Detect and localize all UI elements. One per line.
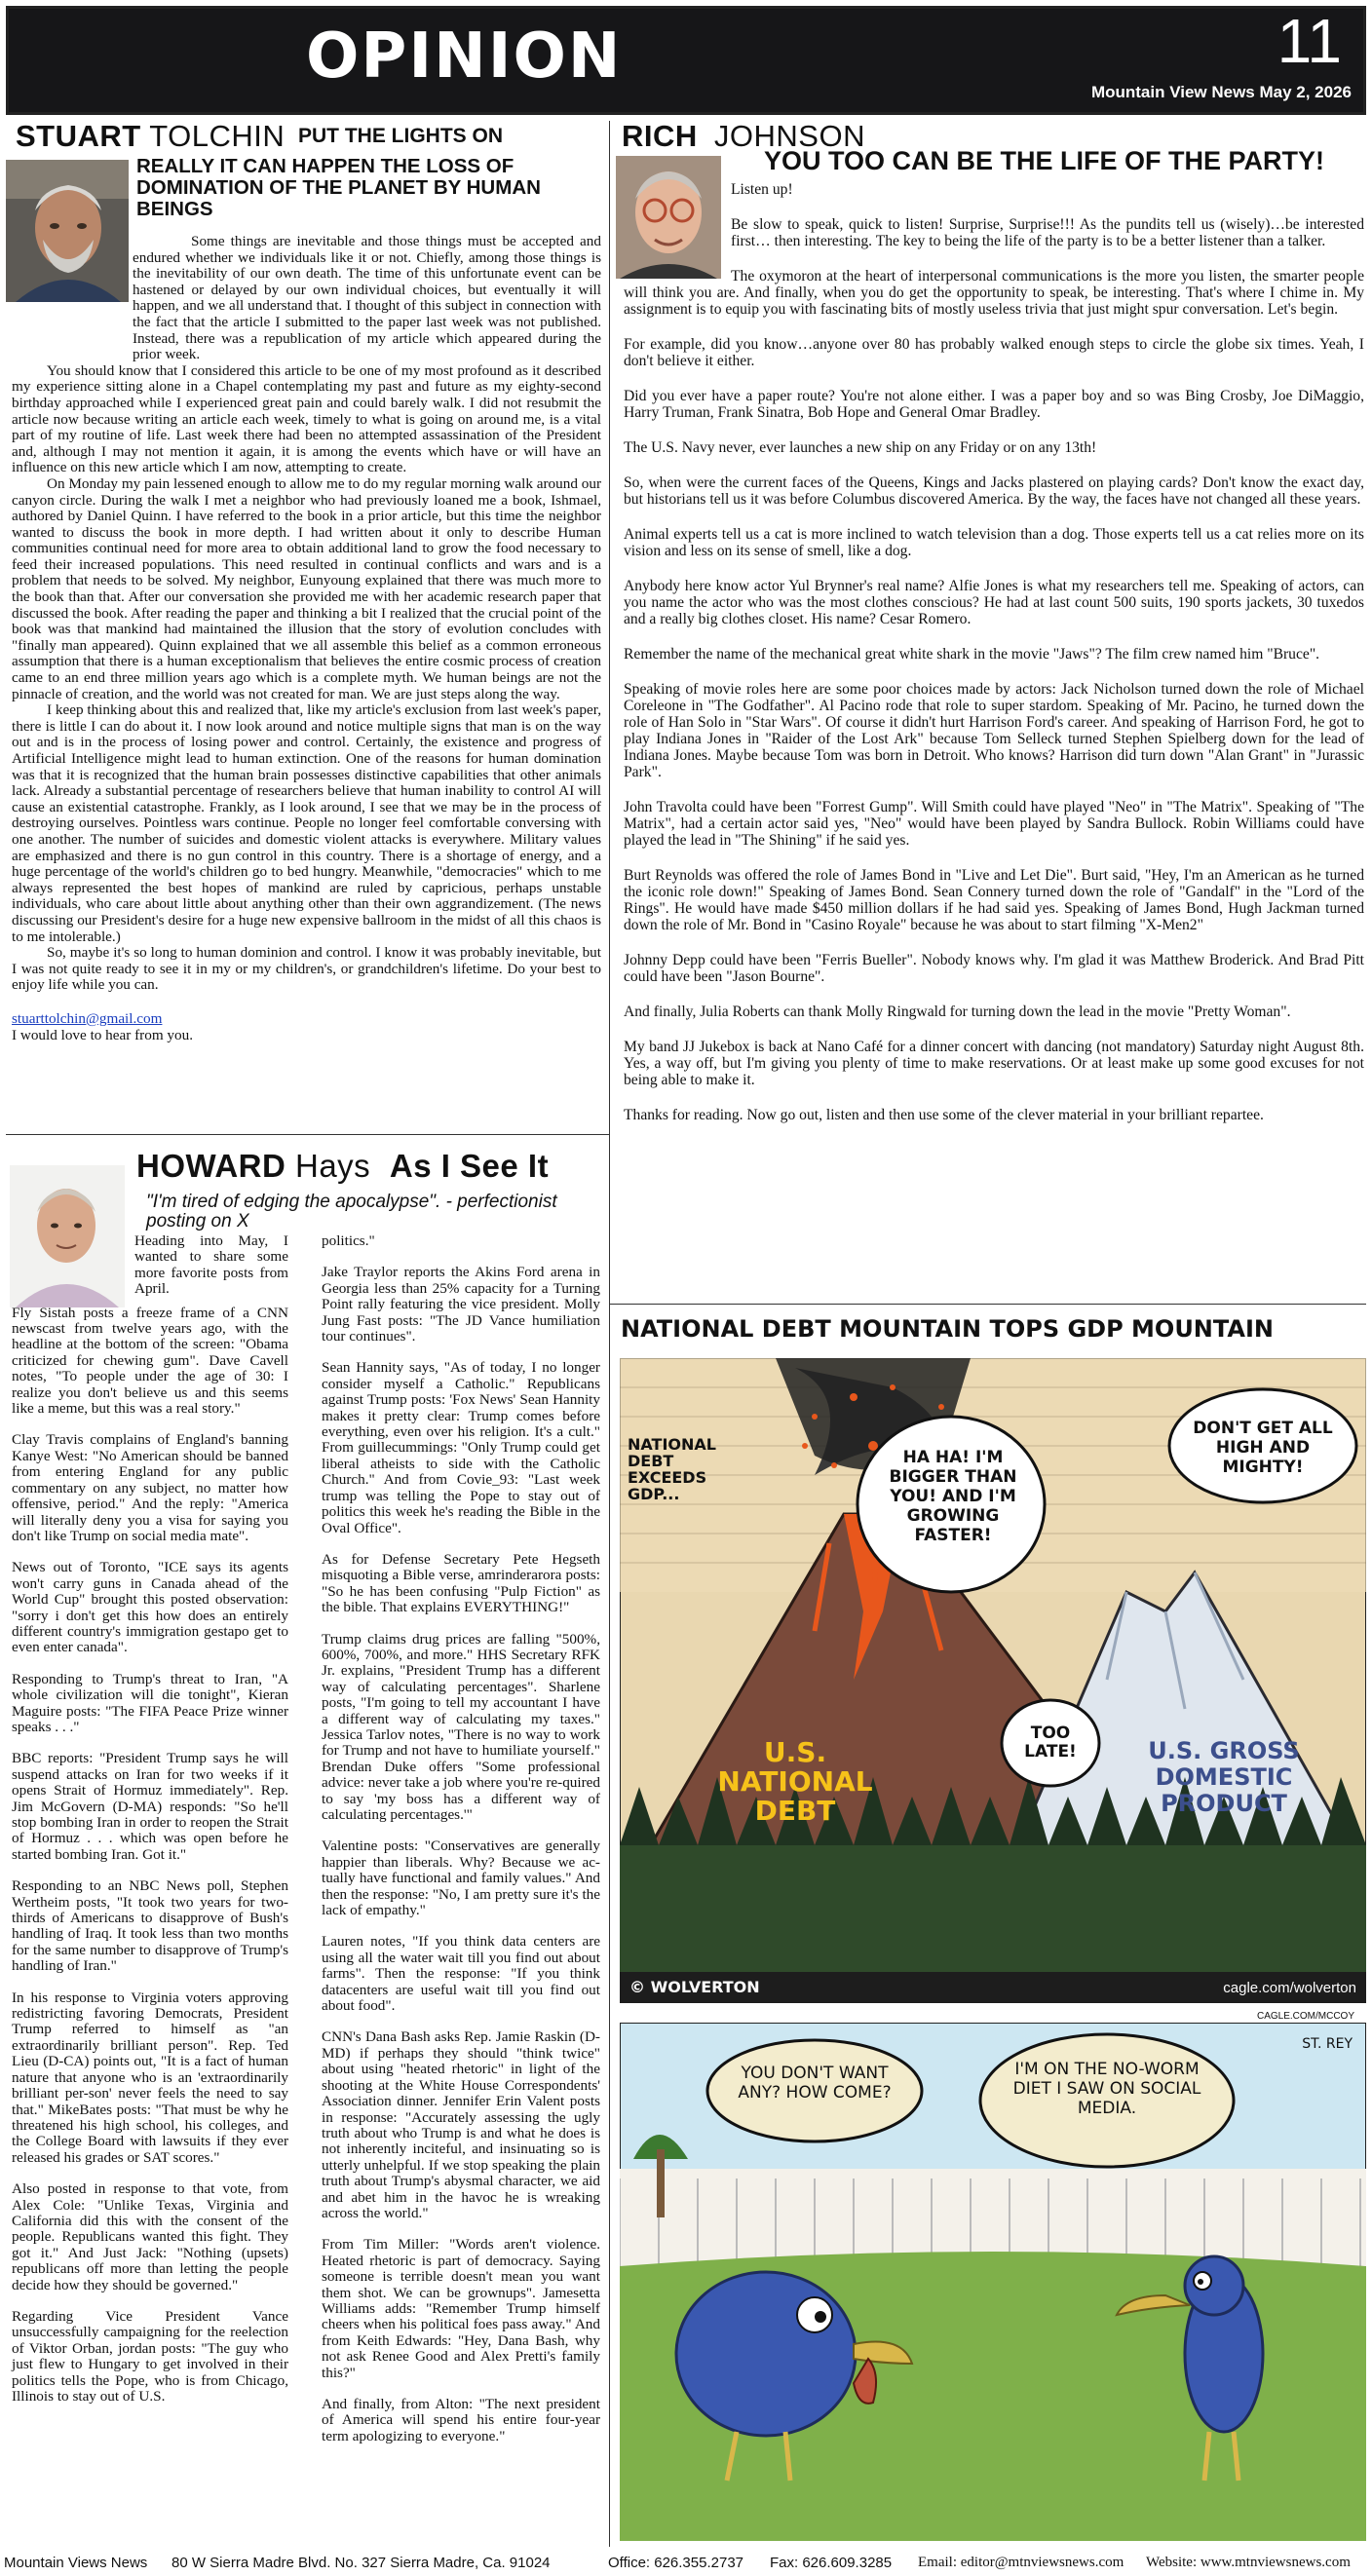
editorial-cartoon-debt (620, 1358, 1366, 2003)
label-gdp: U.S. GROSS DOMESTIC PRODUCT (1148, 1737, 1300, 1817)
footer-website: Website: www.mtnviewsnews.com (1146, 2555, 1351, 2570)
paragraph: Some things are inevitable and those things must be accepted and endured whether we individuals like it or not. Chiefly, among those things is the inevitability of our own death. The time of this unfortunate event can be hastened or delayed by our own individual choices, but eventually it will happen, and we all understand that. I thought of this subject in connection with the fact that the article I submitted to the paper last week was not published. Instead, there was a republication of my article which appeared during the prior week. (133, 233, 601, 363)
page-number: 11 (1277, 6, 1342, 76)
author-byline-hays (136, 1148, 549, 1185)
paragraph: I keep thinking about this and realized that, like my article's exclusion from last week's paper, there is little I can do about it. I now look around and notice multiple signs that man is on the way out and is in the process of losing power and control. Certainly, the existence and progress of Artificial Intelligence might lead to human extinction. One of the reasons for human domination was that it is recognized that the human brain possesses distinctive capabilities that other animals lack. Already a substantial percentage of researchers believe that human inability to control AI will cause an existential catastrophe. Frankly, as I look around, I see that we may be in the process of destroying ourselves. Pointless wars continue. People no longer feel comfortable conversing with one another. The number of suicides and domestic violent attacks is everywhere. Military values are emphasized and there is no gun control in this country. There is a shortage of energy, and a huge percentage of the world's children go to bed hungry. Meanwhile, "democracies" which to me always represented the best hopes of mankind are ruled by capricious, perhaps unstable individuals, who care about little about anything other than their own aggrandizement. (The news discussing our President's desire for a huge new expensive ballroom in the midst of all this chaos is to me intolerable.) (12, 701, 601, 945)
footer-email: Email: editor@mtnviewsnews.com (918, 2555, 1124, 2570)
cartoon-caption: NATIONAL DEBT EXCEEDS GDP... (628, 1435, 716, 1503)
author-last-name: JOHNSON (713, 119, 865, 153)
paragraph: And finally, from Alton: "The next president of America will spend his entire four-year term apologizing to everyone." (322, 2396, 600, 2444)
author-byline-tolchin (16, 119, 285, 154)
footer-paper-name: Mountain Views News (4, 2555, 148, 2571)
label-national-debt: U.S. NATIONAL DEBT (717, 1736, 873, 1827)
paragraph: As for Defense Secretary Pete Hegseth misquoting a Bible verse, amrinderarora posts: "So he has been confusing "Pulp Fiction" as the bible. That explains EVERYTHING!" (322, 1550, 600, 1616)
signoff: I would love to hear from you. (12, 1026, 194, 1043)
section-divider-right (610, 1304, 1366, 1305)
paragraph: Heading into May, I wanted to share some more favorite posts from April. (134, 1232, 288, 1298)
epigraph-quote: "I'm tired of edging the apocalypse". - perfectionist posting on X (146, 1192, 557, 1231)
author-first-name: HOWARD (136, 1148, 286, 1184)
page-footer (0, 2551, 1372, 2576)
masthead-banner (6, 6, 1366, 115)
author-email-link[interactable]: stuarttolchin@gmail.com (12, 1009, 163, 1027)
editorial-cartoon-birds (620, 2023, 1366, 2541)
paragraph: Also posted in response to that vote, from Alex Cole: "Unlike Texas, Virginia and California did this with the consent of the people. Republicans wanted this fight. They got it." And Just Jack: "Nothing (upsets) republicans off more than letting the people decide how they should be governed." (12, 2180, 288, 2293)
article-body-hays-col2 (322, 1233, 600, 2460)
cartoon-signature: © WOLVERTON (629, 1978, 760, 1996)
paragraph: Trump claims drug prices are falling "500%, 600%, 700%, and more." HHS Secretary RFK Jr. explains, "President Trump has a different way of calculating percentages". Sharlene posts, "I'm going to tell my accountant I have a different way of calculating my taxes." Jessica Tarlov notes, "There is no way to work for Trump and not have to humiliate yourself." Brendan Duke offers "Some professional advice: never take a job where you're re-quired to say 'my boss has a different way of calculating percentages.'" (322, 1630, 600, 1823)
article-headline-tolchin: REALLY IT CAN HAPPEN THE LOSS OF DOMINATION OF THE PLANET BY HUMAN BEINGS (136, 155, 541, 220)
footer-office-phone: Office: 626.355.2737 (608, 2555, 743, 2571)
paragraph: CNN's Dana Bash asks Rep. Jamie Raskin (D-MD) if perhaps they should "think twice" about using "heated rhetoric" in light of the shooting at the White House Correspondents' Association dinner. Jennifer Erin Valent posts in response: "Accurately assessing the ugly truth about who Trump is and what he does is not inherently inciteful, and insinuating so is utterly unhelpful. If we stop speaking the plain truth about Trump's abysmal character, we aid and abet him in the havoc he is wreaking across the world." (322, 2028, 600, 2221)
column-name: As I See It (389, 1148, 550, 1184)
cartoon-credit-mccoy: CAGLE.COM/MCCOY (1257, 2011, 1355, 2022)
paragraph: The oxymoron at the heart of interpersonal communications is the more you listen, the smarter people will think you are. And finally, when you do get the opportunity to speak, be interesting. That's where I chime in. My assignment is to equip you with fascinating bits of mostly useless trivia that just might spur conversation. Let's begin. (624, 268, 1364, 318)
speech-bubble-bird-left: YOU DON'T WANT ANY? HOW COME? (738, 2064, 892, 2102)
paragraph: Burt Reynolds was offered the role of James Bond in "Live and Let Die". Burt said, "Hey, I'm an American as he turned the iconic role down!" Speaking of James Bond. Sean Connery turned down the role of "Gandalf" in the "Lord of the Rings". He would have made $450 million dollars if he had said yes. Speaking of James Bond, Hugh Jackman turned down the role of Mr. Bond in "Casino Royale" because he was about to start filming "X-Men2" (624, 867, 1364, 933)
paragraph: You should know that I considered this article to be one of my most profound as it described my experience sitting alone in a Chapel contemplating my past and future as my eighty-second birthday approached while I experienced great pain and could barely walk. I did not resubmit the article now because writing an article each week, timely to what is going on around me, is a vital part of my routine of life. Last week there had been no attempted assassination of the President and, although I may not mention it again, it is among the events which have or will have an influence on this new article which I am now, attempting to create. (12, 361, 601, 476)
paragraph: John Travolta could have been "Forrest Gump". Will Smith could have played "Neo" in "The Matrix". Speaking of "The Matrix", had a certain actor said yes, "Neo" would have been played by Sandra Bullock. Robin Williams could have played the lead in "The Shining" if he said yes. (624, 799, 1364, 849)
paragraph: Lauren notes, "If you think data centers are using all the water wait till you find out about farms". Then the response: "If you think datacenters are useful wait till you find out about food". (322, 1933, 600, 2015)
footer-address: 80 W Sierra Madre Blvd. No. 327 Sierra Madre, Ca. 91024 (172, 2555, 551, 2571)
paragraph: The U.S. Navy never, ever launches a new ship on any Friday or on any 13th! (624, 439, 1097, 456)
dateline: Mountain View News May 2, 2026 (1090, 83, 1352, 101)
paragraph: Did you ever have a paper route? You're not alone either. I was a paper boy and so was Bing Crosby, Joe DiMaggio, Harry Truman, Frank Sinatra, Bob Hope and General Omar Bradley. (624, 388, 1364, 421)
author-last-name: Hays (295, 1148, 371, 1184)
cartoon-credit: cagle.com/wolverton (1223, 1980, 1356, 1996)
paragraph: Be slow to speak, quick to listen! Surprise, Surprise!!! As the pundits tell us (wisely)…be interested first… then interesting. The key to being the life of the party is to be a better listener than a talker. (731, 216, 1364, 249)
paragraph: Sean Hannity says, "As of today, I no longer consider myself a Catholic." Republicans against Trump posts: 'Fox News' Sean Hannity makes it pretty clear: Trump comes before everything, even over his religion. It's a cult." From guillecummings: "Only Trump could get liberal atheists to side with the Catholic Church." And from Covie_93: "Last week trump was telling the Pope to stay out of politics this week he's reading the Bible in the Oval Office". (322, 1359, 600, 1536)
column-divider (609, 121, 610, 2547)
paragraph: Responding to an NBC News poll, Stephen Wertheim posts, "It took two years for two-thirds of Americans to disapprove of Bush's handling of Iraq. It took less than two months for the same number to disapprove of Trump's handling of Iran." (12, 1877, 288, 1975)
paragraph: My band JJ Jukebox is back at Nano Café for a dinner concert with dancing (not mandatory) Saturday night August 8th. Yes, a way off, but I'm giving you plenty of time to make reservations. Or at least make up some good excuses for not being able to make it. (624, 1039, 1364, 1088)
paragraph: Jake Traylor reports the Akins Ford arena in Georgia less than 25% capacity for a Turning Point rally featuring the vice president. Molly Jung Fast posts: "The JD Vance humiliation tour continues". (322, 1264, 600, 1345)
article-body-tolchin (12, 234, 601, 1043)
section-divider (6, 1134, 609, 1135)
article-headline-johnson: YOU TOO CAN BE THE LIFE OF THE PARTY! (764, 146, 1325, 175)
paragraph: For example, did you know…anyone over 80 has probably walked enough steps to circle the globe six times. Yeah, I don't believe it either. (624, 336, 1364, 369)
paragraph: From Tim Miller: "Words aren't violence. Heated rhetoric is part of democracy. Saying someone is terrible doesn't mean you want them shot. We can be grownups". Jamesetta Williams adds: "Remember Trump himself cheers when his political foes pass away." And from Keith Edwards: "Hey, Dana Bash, why not ask Renee Good and Alex Pretti's family this?" (322, 2236, 600, 2381)
cartoon-signature: ST. REY (1302, 2036, 1353, 2052)
paragraph: In his response to Virginia voters approving redistricting favoring Democrats, President Trump referred to himself as "an extraordinarily brilliant person". Rep. Ted Lieu (D-CA) points out, "It is a fact of human nature that anyone who is an 'extraordinarily brilliant per-son' never feels the need to say that." MikeBates posts: "That must be why he threatened his high school, his colleges, and the College Board with lawsuits if they ever released his grades or SAT scores." (12, 1989, 288, 2166)
article-body-hays-col1 (12, 1233, 288, 2420)
paragraph: News out of Toronto, "ICE says its agents won't carry guns in Canada ahead of the World Cup" brought this posted observation: "sorry i don't get this how does an entirely different country's immigration gestapo get to even enter canada". (12, 1559, 288, 1656)
paragraph: Speaking of movie roles here are some poor choices made by actors: Jack Nicholson turned down the role of Michael Coreleone in "The Godfather". Al Pacino rode that role to super stardom. Speaking of Mr. Pacino, he turned down the role of Han Solo in "Star Wars". Of course it didn't hurt Harrison Ford's career. And speaking of Harrison Ford, he got to play Indiana Jones in "Raider of the Lost Ark" because Tom Selleck turned Stephen Spielberg down for the lead of Indiana Jones. Maybe because Tom was born in Detroit. Who knows? Harrison did turn down "Alan Grant" in "Jurassic Park". (624, 681, 1364, 780)
paragraph: So, when were the current faces of the Queens, Kings and Jacks plastered on playing cards? Don't know the exact day, but historians tell us it was before Columbus discovered America. By the way, the faces have not changed all these years. (624, 474, 1364, 508)
speech-bubble-gdp: DON'T GET ALL HIGH AND MIGHTY! (1193, 1419, 1333, 1477)
paragraph: Valentine posts: "Conservatives are generally happier than liberals. Why? Because we ac-tually have functional and family values." And then the response: "No, I am pretty sure it's the lack of empathy." (322, 1837, 600, 1919)
speech-bubble-too-late: TOO LATE! (1024, 1724, 1077, 1762)
paragraph: BBC reports: "President Trump says he will suspend attacks on Iran for two weeks if it opens Strait of Hormuz immediately". Rep. Jim McGovern (D-MA) responds: "So he'll stop bombing Iran in order to reopen the Strait of Hormuz . . . which was open before he started bombing Iran. Got it." (12, 1750, 288, 1863)
paragraph: Clay Travis complains of England's banning Kanye West: "No American should be banned from entering England for any public commentary on any subject, no matter how offensive, period." And the reply: "America will literally deny you a visa for saying you don't like Trump on social media mate". (12, 1431, 288, 1544)
speech-bubble-debt: HA HA! I'M BIGGER THAN YOU! AND I'M GROWING FASTER! (889, 1448, 1017, 1545)
speech-bubble-bird-right: I'M ON THE NO-WORM DIET I SAW ON SOCIAL MEDIA. (1012, 2060, 1201, 2118)
footer-fax: Fax: 626.609.3285 (770, 2555, 893, 2571)
paragraph: Anybody here know actor Yul Brynner's real name? Alfie Jones is what my researchers tell me. Speaking of actors, can you name the actor who was the most clothes conscious? He had at last count 500 suits, 190 sports jackets, 30 tuxedos and a really big clothes closet. His name? Cesar Romero. (624, 578, 1364, 627)
section-title: OPINION (306, 20, 623, 93)
paragraph: And finally, Julia Roberts can thank Molly Ringwald for turning down the lead in the movie "Pretty Woman". (624, 1004, 1291, 1020)
author-first-name: RICH (622, 119, 698, 153)
email-line (12, 1011, 601, 1028)
paragraph: On Monday my pain lessened enough to allow me to do my regular morning walk around our canyon circle. During the walk I met a neighbor who had previously loaned me a book, Ishmael, authored by Daniel Quinn. I have referred to the book in a prior article, but this time the neighbor wanted to discuss the book in more depth. I had written about it only to describe Human communities continual need for more area to obtain additional land to grow the food necessary to feed their increased populations. This need resulted in continual conflicts and wars and is a problem that needs to be solved. My neighbor, Eunyoung explained that there was much more to the book than that. After our conversation she provided me with her academic research paper that discussed the book. After reading the paper and thinking a bit I realized that the crucial point of the book was that mankind had maintained the illusion that the story of evolution concludes with "finally man appeared). Quinn explained that we all assemble this belief as a common erroneous assumption that there is a human exceptionalism that believes the entire cosmic process of creation came to an end three million years ago which is a complete myth. We human beings are not the pinnacle of creation, and the world was not created for man. We are just steps along the way. (12, 474, 601, 702)
paragraph: Responding to Trump's threat to Iran, "A whole civilization will die tonight", Kieran Maguire posts: "The FIFA Peace Prize winner speaks . . ." (12, 1670, 288, 1735)
paragraph: Regarding Vice President Vance unsuccessfully campaigning for the reelection of Viktor Orban, jordan posts: "The guy who just flew to Hungary to get involved in their politics tells the Pope, who is from Chicago, Illinois to stay out of U.S. (12, 2307, 288, 2405)
paragraph: politics." (322, 1232, 375, 1249)
paragraph: Johnny Depp could have been "Ferris Bueller". Nobody knows why. I'm glad it was Matthew Broderick. And Brad Pitt could have been "Jason Bourne". (624, 952, 1364, 985)
cartoon-title: NATIONAL DEBT MOUNTAIN TOPS GDP MOUNTAIN (621, 1315, 1274, 1343)
article-body-johnson (624, 181, 1364, 1142)
paragraph: Fly Sistah posts a freeze frame of a CNN newscast from twelve years ago, with the headline at the bottom of the screen: "Obama criticized for chewing gum". Dave Cavell notes, "To people under the age of 30: I realize you don't believe us and this seems like a meme, but this was a real story." (12, 1304, 288, 1418)
column-name: PUT THE LIGHTS ON (298, 125, 503, 147)
paragraph: Animal experts tell us a cat is more inclined to watch television than a dog. Those experts tell us a cat relies more on its vision and less on its sense of smell, like a dog. (624, 526, 1364, 559)
paragraph: Listen up! (731, 181, 793, 198)
paragraph: Remember the name of the mechanical great white shark in the movie "Jaws"? The film crew named him "Bruce". (624, 646, 1320, 663)
author-first-name: STUART (16, 119, 141, 153)
paragraph: Thanks for reading. Now go out, listen and then use some of the clever material in your brilliant repartee. (624, 1107, 1264, 1123)
author-last-name: TOLCHIN (149, 119, 286, 153)
paragraph: So, maybe it's so long to human dominion and control. I know it was probably inevitable, but I was not quite ready to see it in my or my children's, or grandchildren's lifetime. Do your best to enjoy life while you can. (12, 944, 601, 994)
